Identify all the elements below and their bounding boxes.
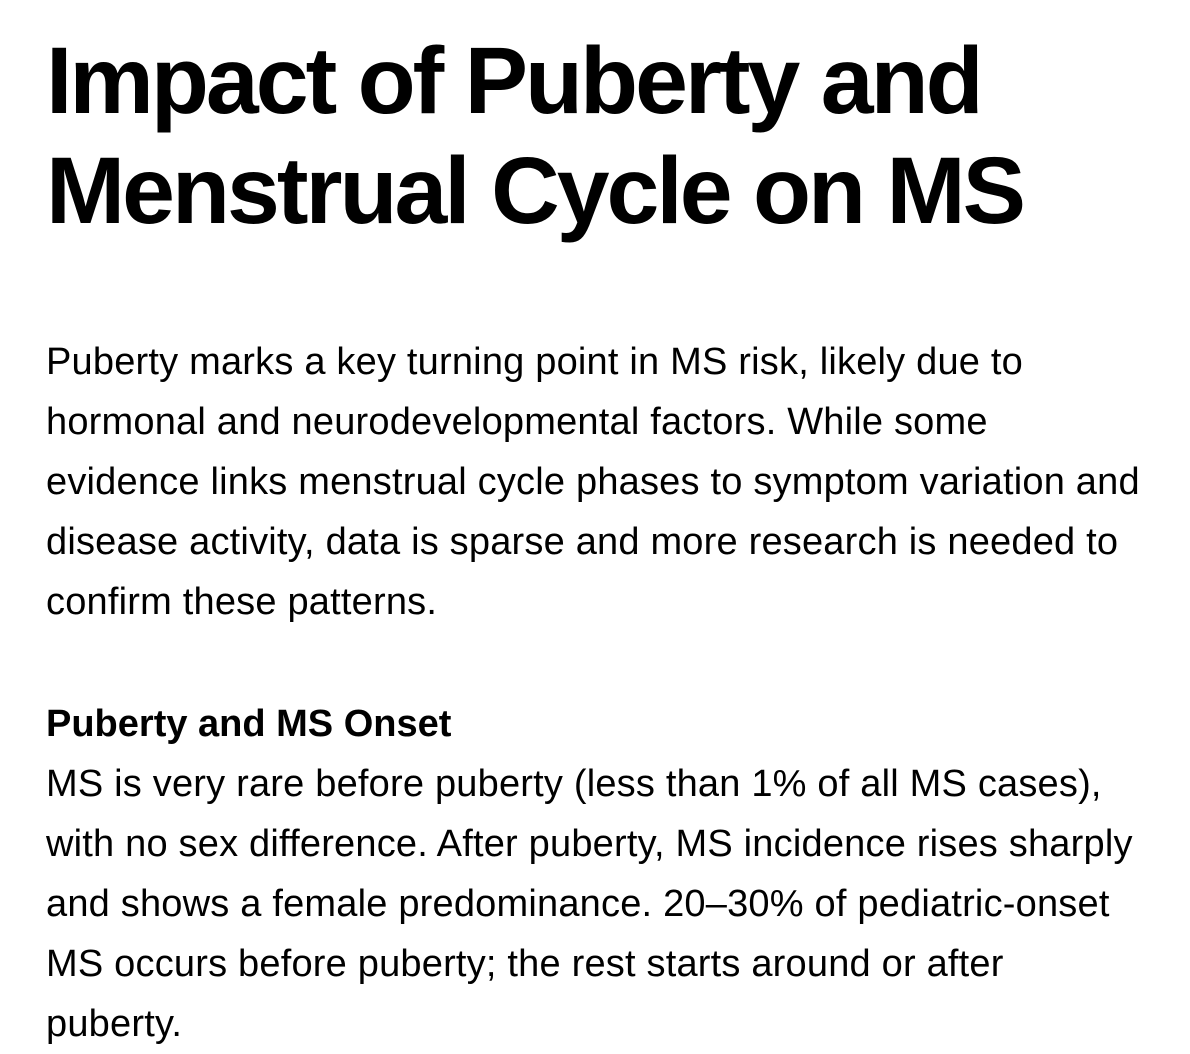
section-body: MS is very rare before puberty (less than 1% of all MS cases), with no sex difference. After puberty, MS incidence rises sharply and shows a female predominance. 20–30% of pediatric-onset MS occurs before puberty; the rest starts around or after puberty.	[46, 763, 1133, 1045]
page-title-line-2: Menstrual Cycle on MS	[46, 138, 1023, 244]
section-puberty-and-ms-onset	[46, 694, 1150, 1054]
page-title-line-1: Impact of Puberty and	[46, 28, 981, 134]
section-heading: Puberty and MS Onset	[46, 703, 452, 745]
page-title	[46, 26, 1150, 246]
intro-paragraph: Puberty marks a key turning point in MS risk, likely due to hormonal and neurodevelopmental factors. While some evidence links menstrual cycle phases to symptom variation and disease activity, data is sparse and more research is needed to confirm these patterns.	[46, 341, 1140, 623]
